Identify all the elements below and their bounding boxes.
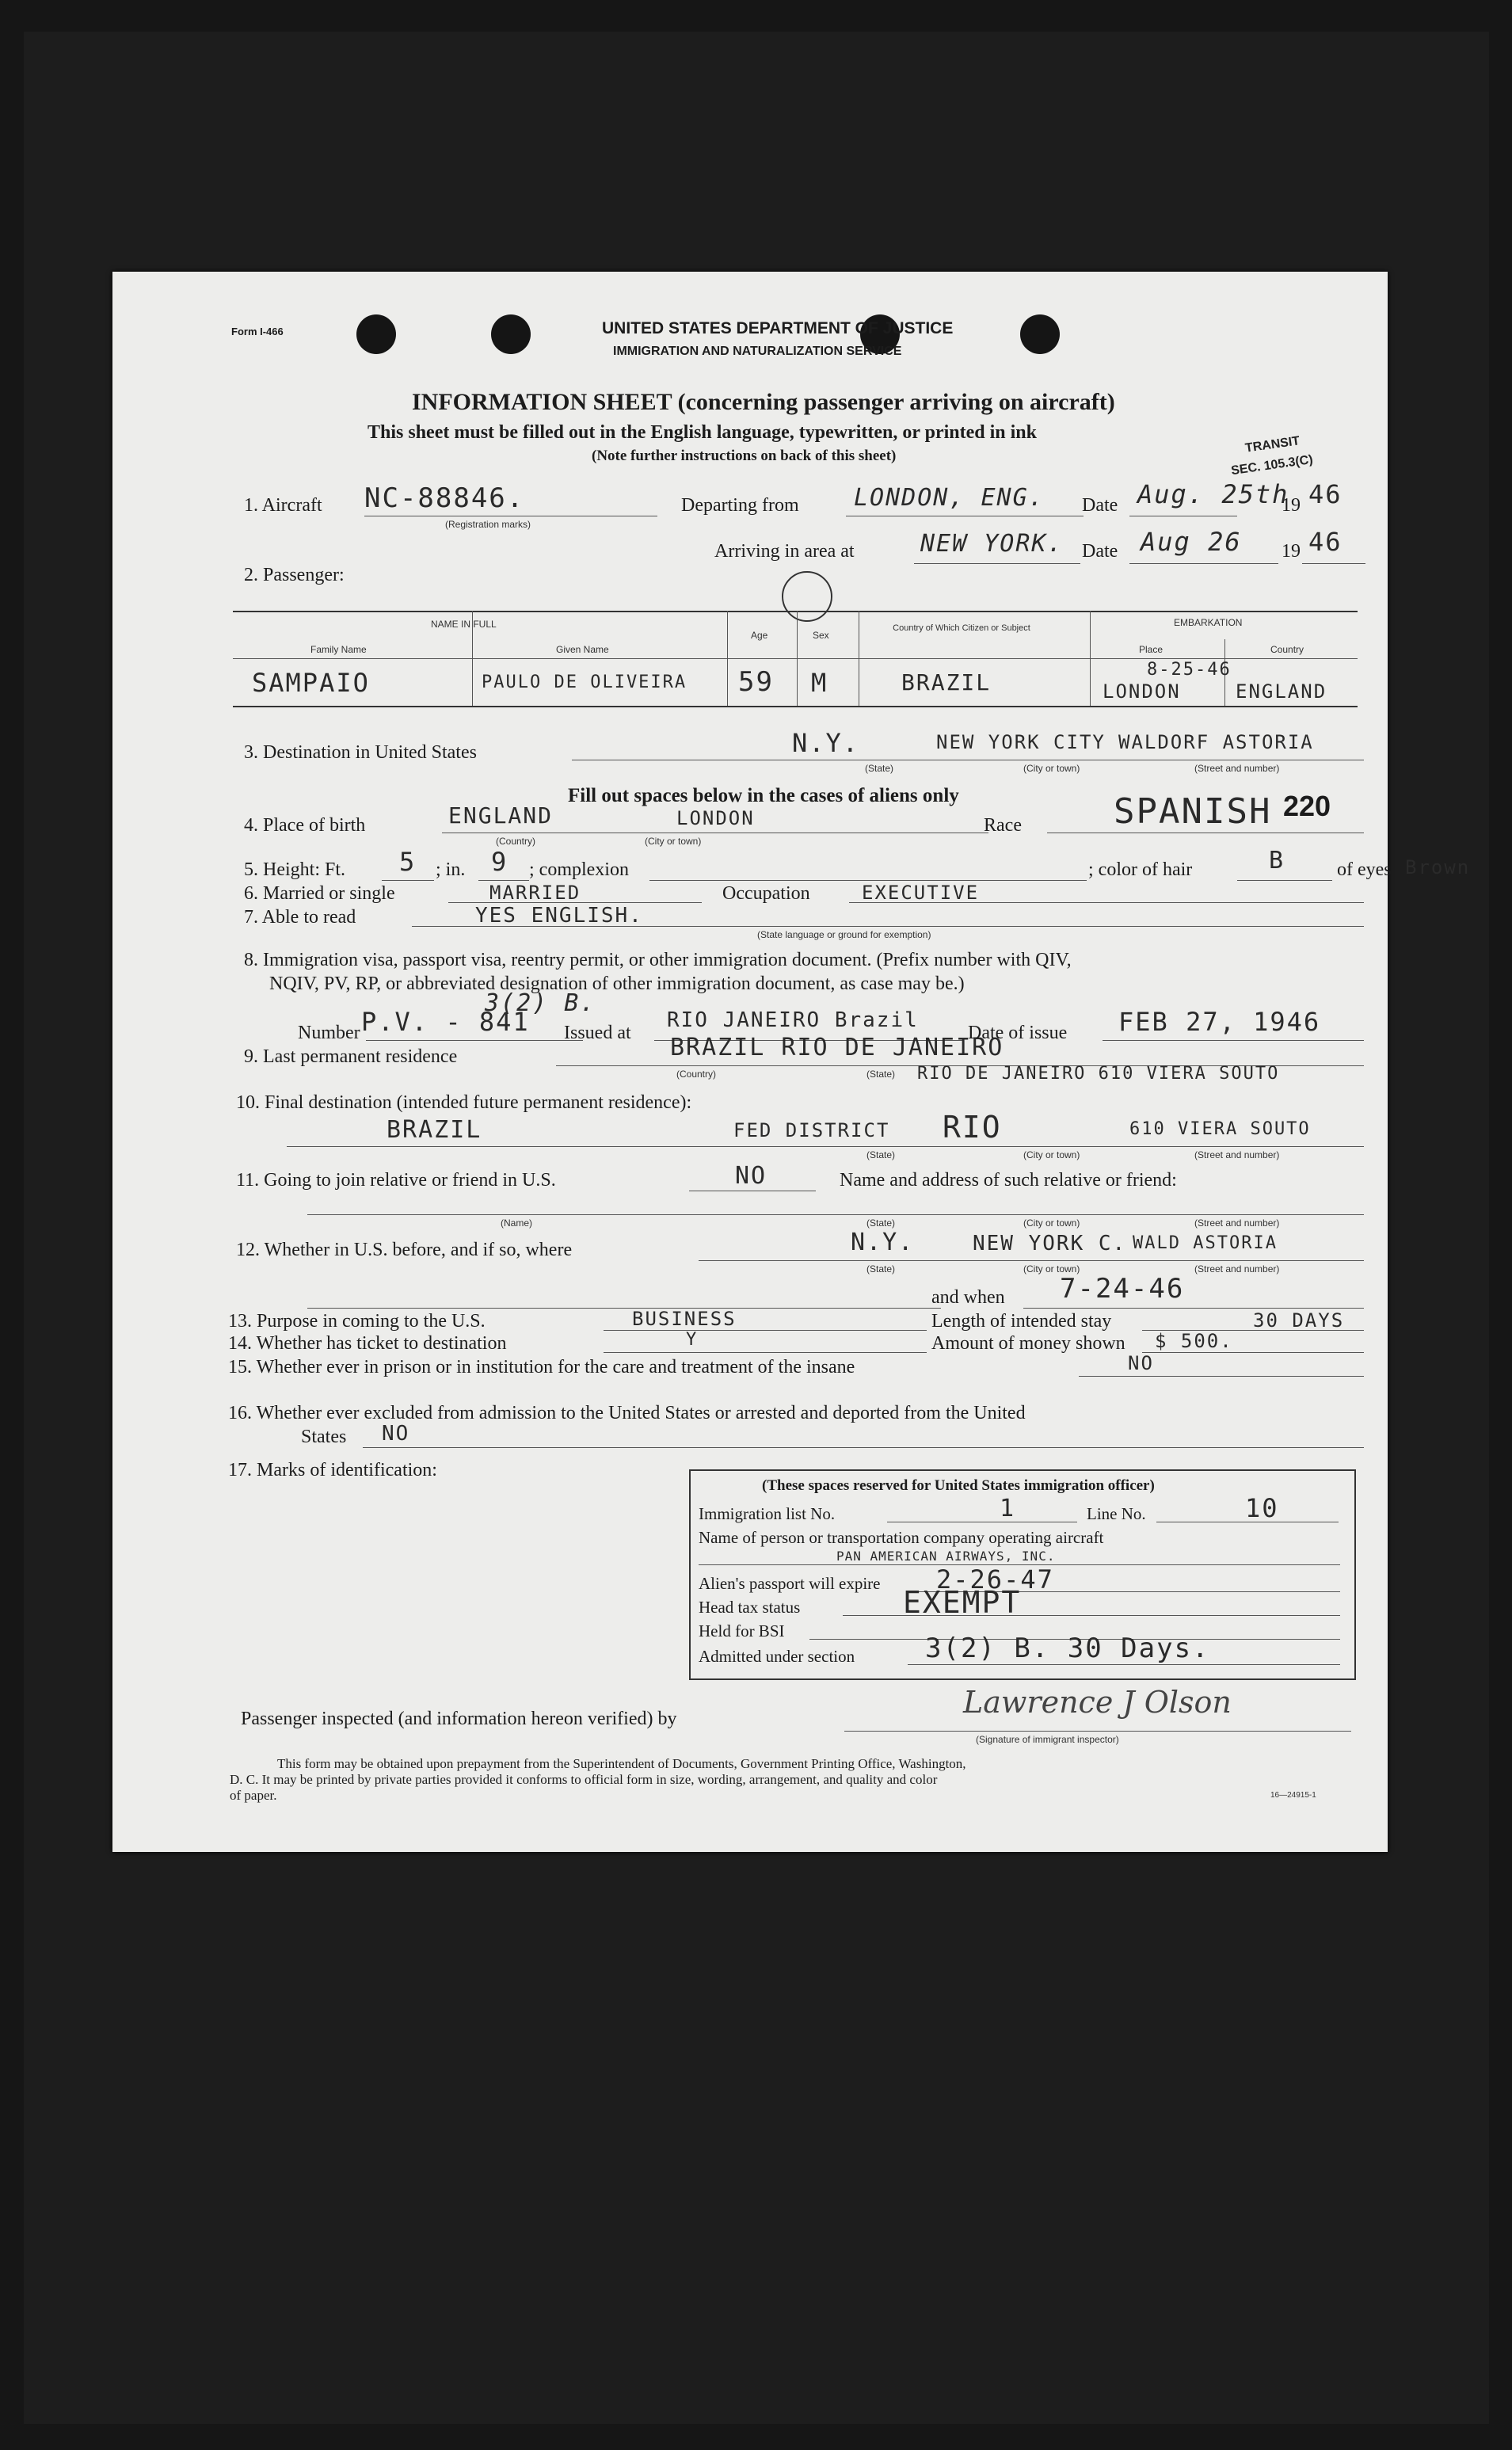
- residence-value: BRAZIL RIO DE JANEIRO: [670, 1034, 1004, 1061]
- aircraft-label: 1. Aircraft: [244, 495, 322, 516]
- inspector-signature: Lawrence J Olson: [963, 1685, 1232, 1720]
- destination-city: NEW YORK CITY: [936, 731, 1106, 753]
- married-label: 6. Married or single: [244, 883, 395, 904]
- punch-hole: [491, 314, 531, 354]
- passport-label: Alien's passport will expire: [699, 1574, 881, 1593]
- city-caption: (City or town): [1023, 763, 1080, 774]
- married-value: MARRIED: [489, 882, 581, 904]
- form-sheet: [112, 272, 1471, 1852]
- embarkation-header: EMBARKATION: [1174, 617, 1243, 628]
- departing-label: Departing from: [681, 495, 799, 516]
- money-label: Amount of money shown: [931, 1333, 1125, 1354]
- name-in-full-header: NAME IN FULL: [431, 619, 497, 630]
- before-label: 12. Whether in U.S. before, and if so, where: [236, 1240, 573, 1260]
- visa-annotation: 3(2) B.: [485, 989, 596, 1017]
- street-caption: (Street and number): [1194, 763, 1280, 774]
- read-value: YES ENGLISH.: [475, 904, 643, 928]
- purpose-value: BUSINESS: [632, 1308, 737, 1330]
- final-street-caption: (Street and number): [1194, 1149, 1280, 1160]
- officer-box: [689, 1469, 1356, 1680]
- visa-number-value: P.V. - 841: [361, 1007, 530, 1037]
- final-city-caption: (City or town): [1023, 1149, 1080, 1160]
- inspection-label: Passenger inspected (and information hereon verified) by: [241, 1709, 677, 1729]
- complexion-label: ; complexion: [529, 859, 629, 880]
- birth-label: 4. Place of birth: [244, 815, 366, 836]
- destination-street: WALDORF ASTORIA: [1118, 731, 1314, 753]
- sex-header: Sex: [813, 630, 829, 641]
- aliens-heading: Fill out spaces below in the cases of aliens only: [568, 785, 959, 806]
- marks-label: 17. Marks of identification:: [228, 1460, 437, 1480]
- instruction-line: This sheet must be filled out in the English language, typewritten, or printed in ink: [368, 422, 1037, 443]
- destination-label: 3. Destination in United States: [244, 742, 477, 763]
- form-title: INFORMATION SHEET (concerning passenger arriving on aircraft): [412, 389, 1115, 415]
- page-number: 220: [1283, 790, 1331, 822]
- before-city-caption: (City or town): [1023, 1263, 1080, 1275]
- residence-state-caption: (State): [866, 1069, 896, 1080]
- headtax-value: EXEMPT: [903, 1585, 1022, 1620]
- footer-code: 16—24915-1: [1270, 1791, 1316, 1800]
- prison-value: NO: [1128, 1352, 1154, 1374]
- given-name-value: PAULO DE OLIVEIRA: [482, 673, 687, 692]
- year2-value: 46: [1308, 527, 1343, 557]
- service-name: IMMIGRATION AND NATURALIZATION SERVICE: [613, 345, 902, 358]
- date-label: Date: [1082, 495, 1118, 516]
- family-name-value: SAMPAIO: [252, 668, 370, 698]
- final-destination-label: 10. Final destination (intended future permanent residence):: [236, 1092, 692, 1113]
- final-city: RIO: [943, 1110, 1002, 1145]
- excluded-label: 16. Whether ever excluded from admission to the United States or arrested and deported from the United: [228, 1403, 1026, 1423]
- hair-label: ; color of hair: [1088, 859, 1193, 880]
- read-caption: (State language or ground for exemption): [757, 929, 931, 940]
- occupation-label: Occupation: [722, 883, 810, 904]
- arriving-label: Arriving in area at: [714, 541, 855, 562]
- age-value: 59: [738, 666, 774, 698]
- country-header: Country: [1270, 644, 1304, 655]
- when-label: and when: [931, 1287, 1005, 1308]
- headtax-label: Head tax status: [699, 1598, 801, 1617]
- eyes-label: of eyes: [1337, 859, 1392, 880]
- company-label: Name of person or transportation company operating aircraft: [699, 1528, 1104, 1547]
- before-street-caption: (Street and number): [1194, 1263, 1280, 1275]
- inches-value: 9: [491, 847, 508, 877]
- form-number: Form I-466: [231, 326, 284, 337]
- arriving-value: NEW YORK.: [920, 530, 1064, 558]
- final-state: FED DISTRICT: [733, 1119, 890, 1141]
- signature-caption: (Signature of immigrant inspector): [976, 1734, 1119, 1745]
- birth-city: LONDON: [676, 807, 755, 829]
- join-city-caption: (City or town): [1023, 1217, 1080, 1229]
- line-value: 10: [1245, 1493, 1279, 1523]
- department-name: UNITED STATES DEPARTMENT OF JUSTICE: [602, 319, 954, 337]
- circle-mark: [782, 571, 832, 622]
- excluded-label-2: States: [301, 1427, 347, 1447]
- place-header: Place: [1139, 644, 1164, 655]
- officer-box-title: (These spaces reserved for United States immigration officer): [762, 1477, 1155, 1494]
- issue-date-label: Date of issue: [968, 1023, 1068, 1043]
- admitted-label: Admitted under section: [699, 1647, 855, 1666]
- date2-value: Aug 26: [1141, 527, 1242, 557]
- visa-label-2: NQIV, PV, RP, or abbreviated designation of other immigration document, as case may be.): [269, 974, 965, 994]
- line-label: Line No.: [1087, 1504, 1146, 1523]
- join-value: NO: [735, 1162, 767, 1190]
- read-label: 7. Able to read: [244, 907, 356, 928]
- birth-city-caption: (City or town): [645, 836, 702, 847]
- state-caption: (State): [865, 763, 894, 774]
- registration-caption: (Registration marks): [445, 519, 531, 530]
- age-header: Age: [751, 630, 768, 641]
- excluded-value: NO: [382, 1422, 410, 1446]
- visa-number-label: Number: [298, 1023, 360, 1043]
- final-country: BRAZIL: [387, 1116, 482, 1144]
- list-label: Immigration list No.: [699, 1504, 836, 1523]
- before-city: NEW YORK C.: [973, 1232, 1127, 1255]
- admitted-value: 3(2) B. 30 Days.: [925, 1633, 1210, 1664]
- race-value: SPANISH: [1114, 791, 1272, 832]
- prison-label: 15. Whether ever in prison or in institution for the care and treatment of the insane: [228, 1357, 855, 1377]
- final-state-caption: (State): [866, 1149, 896, 1160]
- passenger-label: 2. Passenger:: [244, 565, 345, 585]
- footer-line-3: of paper.: [230, 1788, 277, 1803]
- hair-value: B: [1269, 847, 1285, 874]
- transit-stamp: TRANSIT: [1244, 434, 1301, 455]
- year-prefix: 19: [1282, 495, 1301, 516]
- before-state: N.Y.: [851, 1229, 915, 1256]
- join-street-caption: (Street and number): [1194, 1217, 1280, 1229]
- visa-label: 8. Immigration visa, passport visa, reentry permit, or other immigration document. (Prefix number with QIV,: [244, 950, 1072, 970]
- family-name-header: Family Name: [310, 644, 367, 655]
- money-value: $ 500.: [1155, 1330, 1233, 1352]
- instruction-note: (Note further instructions on back of this sheet): [592, 448, 897, 464]
- given-name-header: Given Name: [556, 644, 609, 655]
- ticket-value: Y: [686, 1330, 699, 1350]
- departing-value: LONDON, ENG.: [854, 484, 1045, 512]
- final-street: 610 VIERA SOUTO: [1129, 1119, 1311, 1139]
- footer-line-2: D. C. It may be printed by private parties provided it conforms to official form in size, wording, arrangement, and quality and color: [230, 1772, 938, 1787]
- date2-label: Date: [1082, 541, 1118, 562]
- residence-sub-value: RIO DE JANEIRO 610 VIERA SOUTO: [917, 1064, 1280, 1084]
- footer-line-1: This form may be obtained upon prepayment from the Superintendent of Documents, Government Printing Office, Washington,: [277, 1756, 966, 1771]
- embark-place-value: LONDON: [1103, 680, 1181, 703]
- list-value: 1: [1000, 1495, 1016, 1522]
- passport-value: 2-26-47: [936, 1564, 1054, 1595]
- before-street: WALD ASTORIA: [1133, 1233, 1278, 1253]
- height-label: 5. Height: Ft.: [244, 859, 346, 880]
- company-value: PAN AMERICAN AIRWAYS, INC.: [836, 1549, 1056, 1564]
- race-label: Race: [984, 815, 1022, 836]
- punch-hole: [1020, 314, 1060, 354]
- inches-label: ; in.: [436, 859, 466, 880]
- purpose-label: 13. Purpose in coming to the U.S.: [228, 1311, 486, 1332]
- join-name-label: Name and address of such relative or friend:: [840, 1170, 1177, 1191]
- join-label: 11. Going to join relative or friend in U.S.: [236, 1170, 556, 1191]
- birth-country: ENGLAND: [448, 802, 554, 829]
- citizen-header: Country of Which Citizen or Subject: [893, 623, 1030, 633]
- occupation-value: EXECUTIVE: [862, 882, 980, 904]
- feet-value: 5: [399, 847, 417, 877]
- ticket-label: 14. Whether has ticket to destination: [228, 1333, 507, 1354]
- punch-hole: [356, 314, 396, 354]
- bsi-label: Held for BSI: [699, 1621, 785, 1640]
- embark-date-value: 8-25-46: [1147, 660, 1232, 680]
- stay-value: 30 DAYS: [1253, 1309, 1345, 1332]
- issue-date-value: FEB 27, 1946: [1118, 1007, 1321, 1037]
- residence-country-caption: (Country): [676, 1069, 717, 1080]
- join-state-caption: (State): [866, 1217, 896, 1229]
- birth-country-caption: (Country): [496, 836, 536, 847]
- sex-value: M: [811, 668, 828, 698]
- embark-country-value: ENGLAND: [1236, 680, 1327, 703]
- when-value: 7-24-46: [1060, 1273, 1185, 1305]
- year-value: 46: [1308, 479, 1343, 509]
- destination-state: N.Y.: [792, 728, 860, 758]
- eyes-value: Brown: [1405, 856, 1471, 878]
- before-state-caption: (State): [866, 1263, 896, 1275]
- issued-value: RIO JANEIRO Brazil: [667, 1008, 919, 1032]
- aircraft-value: NC-88846.: [364, 482, 525, 514]
- join-name-caption: (Name): [501, 1217, 533, 1229]
- year2-prefix: 19: [1282, 541, 1301, 562]
- residence-label: 9. Last permanent residence: [244, 1046, 458, 1067]
- issued-label: Issued at: [564, 1023, 631, 1043]
- citizen-value: BRAZIL: [901, 669, 992, 695]
- section-stamp: SEC. 105.3(C): [1230, 452, 1314, 478]
- date-value: Aug. 25th: [1137, 479, 1289, 509]
- stay-label: Length of intended stay: [931, 1311, 1112, 1332]
